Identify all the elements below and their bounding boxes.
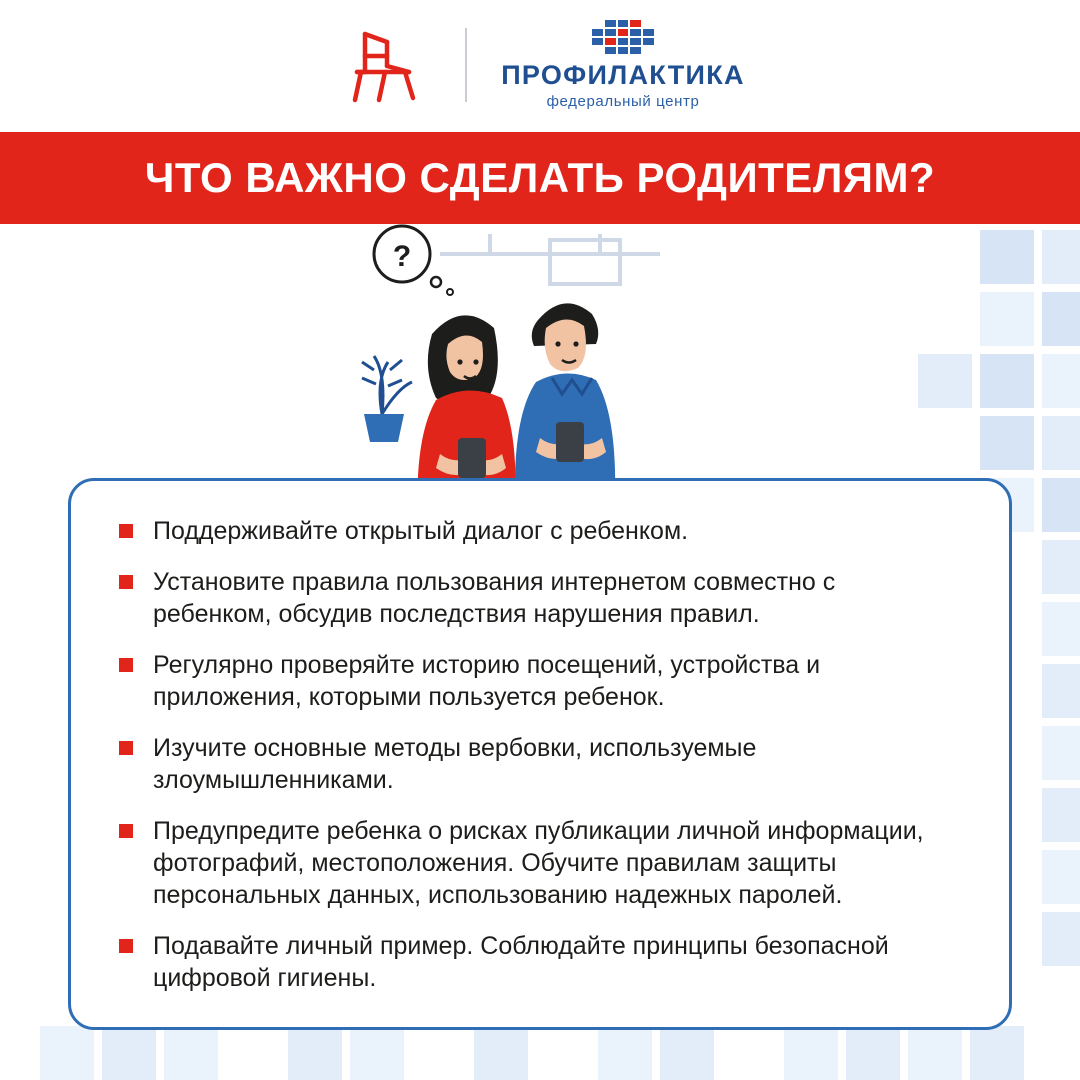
profilaktika-logo xyxy=(501,20,745,110)
logo-divider xyxy=(465,28,467,102)
advice-card xyxy=(68,478,1012,1030)
page-title: ЧТО ВАЖНО СДЕЛАТЬ РОДИТЕЛЯМ? xyxy=(144,154,936,201)
logo-subtitle: федеральный центр xyxy=(546,93,700,110)
header xyxy=(0,0,1080,130)
list-item-text: Подавайте личный пример. Соблюдайте принципы безопасной цифровой гигиены. xyxy=(153,932,889,992)
list-item xyxy=(107,930,963,994)
bullet-marker-icon xyxy=(119,741,133,755)
bullet-marker-icon xyxy=(119,658,133,672)
list-item xyxy=(107,815,963,911)
list-item-text: Регулярно проверяйте историю посещений, устройства и приложения, которыми пользуется ребенок. xyxy=(153,651,821,711)
svg-text:?: ? xyxy=(392,240,412,273)
profilaktika-grid-icon xyxy=(592,20,654,54)
list-item-text: Изучите основные методы вербовки, используемые злоумышленниками. xyxy=(153,734,757,794)
list-item-text: Предупредите ребенка о рисках публикации личной информации, фотографий, местоположения. Обучите правилам защиты персональных данных, использованию надежных паролей. xyxy=(153,817,924,909)
list-item xyxy=(107,732,963,796)
logo-title: ПРОФИЛАКТИКА xyxy=(501,60,745,90)
list-item xyxy=(107,566,963,630)
list-item xyxy=(107,649,963,713)
list-item xyxy=(107,515,963,547)
advice-list xyxy=(107,515,963,994)
bullet-marker-icon xyxy=(119,824,133,838)
bullet-marker-icon xyxy=(119,575,133,589)
list-item-text: Установите правила пользования интернетом совместно с ребенком, обсудив последствия нарушения правил. xyxy=(153,568,836,628)
bullet-marker-icon xyxy=(119,524,133,538)
bullet-marker-icon xyxy=(119,939,133,953)
title-band xyxy=(0,132,1080,224)
chair-logo-icon xyxy=(335,26,431,104)
list-item-text: Поддерживайте открытый диалог с ребенком. xyxy=(153,517,689,545)
